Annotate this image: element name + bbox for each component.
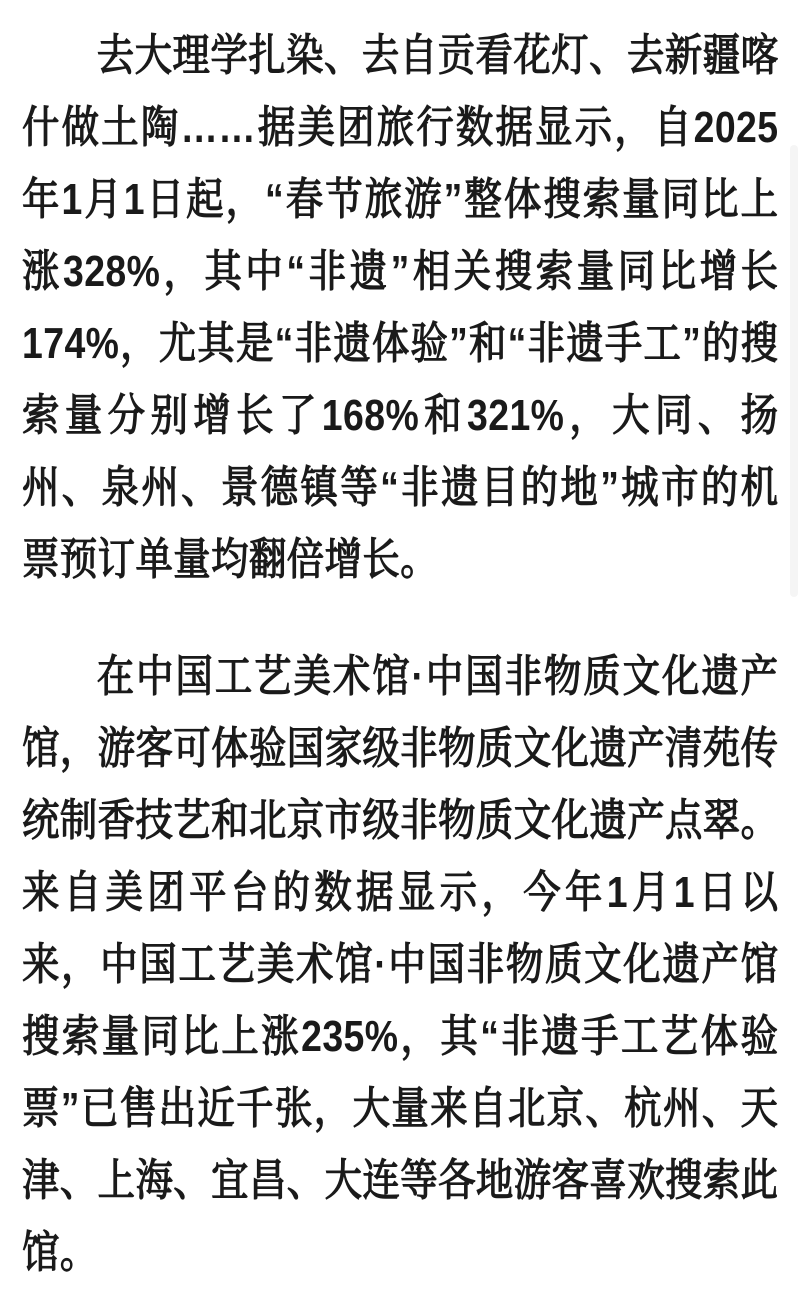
- article-body: [22, 20, 779, 1289]
- article-paragraph-2: 在中国工艺美术馆·中国非物质文化遗产馆，游客可体验国家级非物质文化遗产清苑传统制香技艺和北京市级非物质文化遗产点翠。来自美团平台的数据显示，今年1月1日以来，中国工艺美术馆·中国非物质文化遗产馆搜索量同比上涨235%，其“非遗手工艺体验票”已售出近千张，大量来自北京、杭州、天津、上海、宜昌、大连等各地游客喜欢搜索此馆。: [22, 652, 779, 1277]
- article-paragraph-1: 去大理学扎染、去自贡看花灯、去新疆喀什做土陶……据美团旅行数据显示，自2025年1月1日起，“春节旅游”整体搜索量同比上涨328%，其中“非遗”相关搜索量同比增长174%，尤其是“非遗体验”和“非遗手工”的搜索量分别增长了168%和321%，大同、扬州、泉州、景德镇等“非遗目的地”城市的机票预订单量均翻倍增长。: [22, 31, 779, 584]
- scrollbar-thumb[interactable]: [790, 145, 798, 597]
